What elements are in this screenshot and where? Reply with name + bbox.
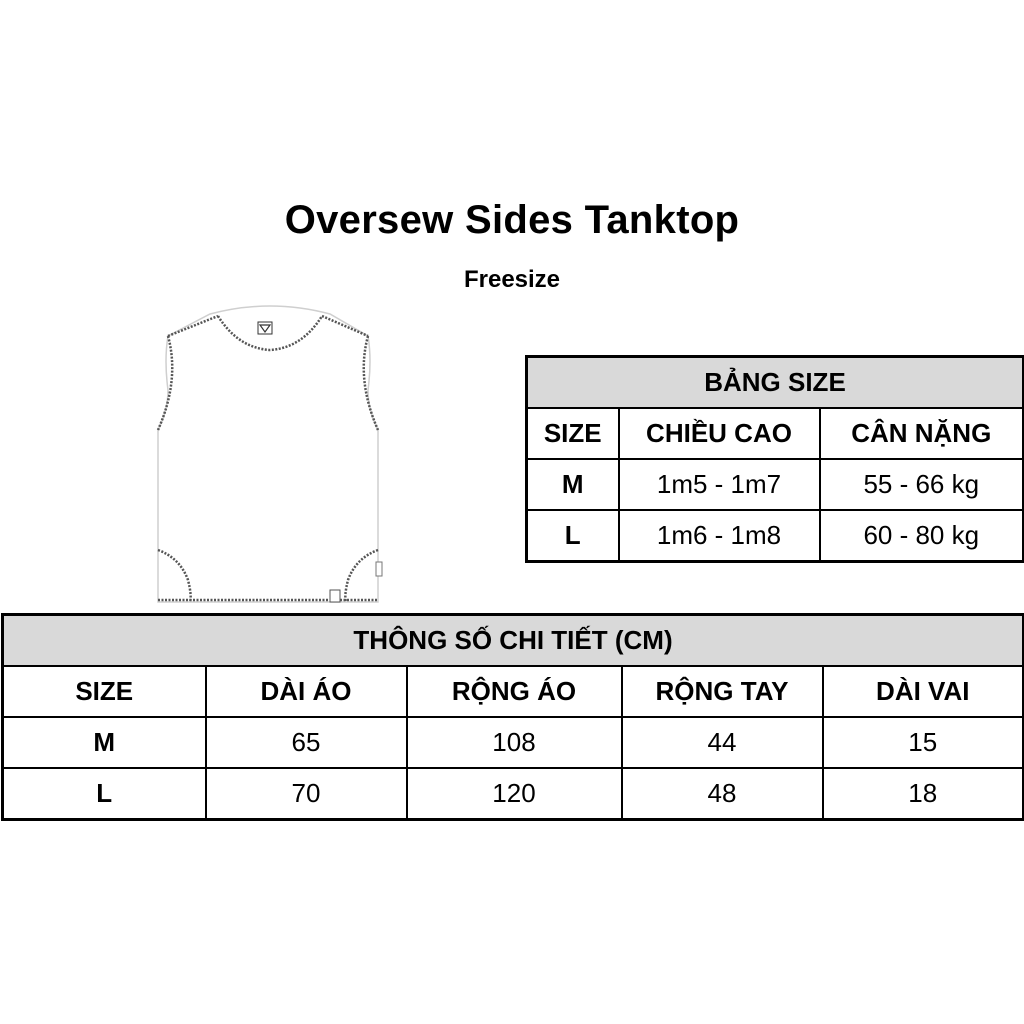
product-title: Oversew Sides Tanktop [284,198,740,242]
tanktop-icon [150,300,390,615]
column-header: CÂN NẶNG [820,408,1024,459]
height-cell: 1m5 - 1m7 [619,459,820,510]
table-row [527,459,1024,510]
size-cell: L [3,768,206,820]
side-tag [376,562,382,576]
column-header: SIZE [527,408,619,459]
column-header: CHIỀU CAO [619,408,820,459]
height-cell: 1m6 - 1m8 [619,510,820,562]
size-cell: M [527,459,619,510]
column-header: SIZE [3,666,206,717]
shoulder-cell: 15 [823,717,1024,768]
size-table-title: BẢNG SIZE [527,357,1024,409]
table-header-row [3,666,1024,717]
armhole-cell: 44 [622,717,823,768]
hem-tag [330,590,340,602]
size-chart-table [525,355,1024,563]
table-row [527,510,1024,562]
shoulder-cell: 18 [823,768,1024,820]
column-header: RỘNG TAY [622,666,823,717]
detail-table-title: THÔNG SỐ CHI TIẾT (CM) [3,615,1024,667]
length-cell: 65 [206,717,407,768]
width-cell: 108 [407,717,622,768]
column-header: DÀI VAI [823,666,1024,717]
tanktop-body [158,306,378,602]
product-subtitle: Freesize [463,266,561,293]
table-row [3,768,1024,820]
table-title-row [527,357,1024,409]
weight-cell: 60 - 80 kg [820,510,1024,562]
size-cell: L [527,510,619,562]
weight-cell: 55 - 66 kg [820,459,1024,510]
column-header: DÀI ÁO [206,666,407,717]
detail-measurements-table [1,613,1024,821]
column-header: RỘNG ÁO [407,666,622,717]
table-title-row [3,615,1024,667]
armhole-cell: 48 [622,768,823,820]
table-row [3,717,1024,768]
width-cell: 120 [407,768,622,820]
length-cell: 70 [206,768,407,820]
table-header-row [527,408,1024,459]
size-cell: M [3,717,206,768]
